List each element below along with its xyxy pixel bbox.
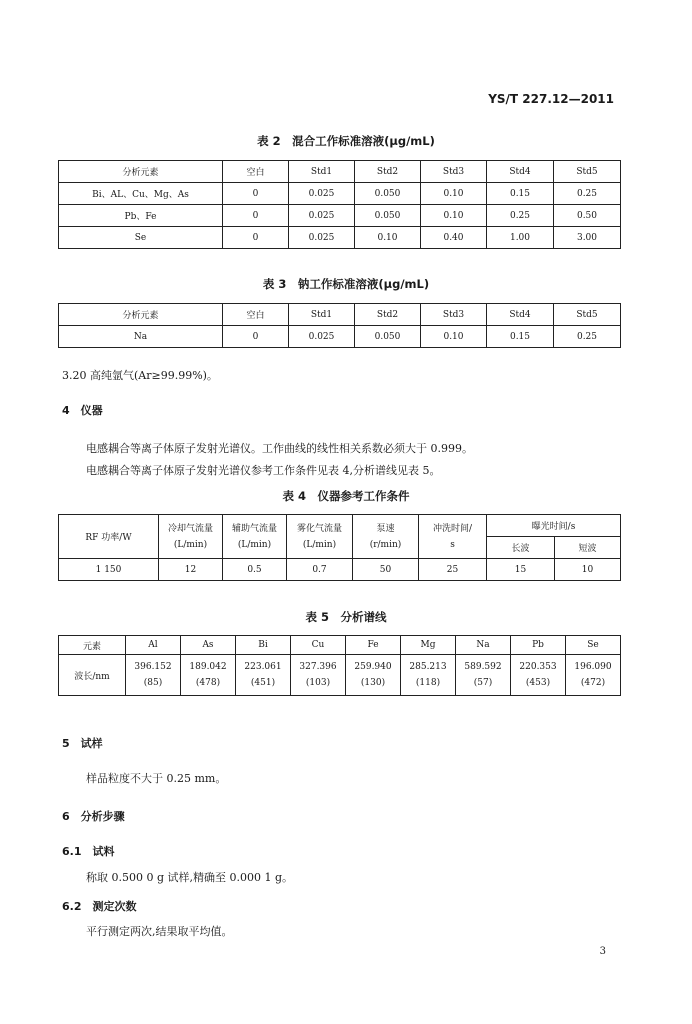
header-cell: Std3 [421,304,487,326]
section-5-paragraph: 样品粒度不大于 0.25 mm。 [86,772,227,785]
table-cell: 396.152 (85) [126,655,181,696]
table-row [59,655,621,696]
section-4-paragraph-2: 电感耦合等离子体原子发射光谱仪参考工作条件见表 4,分析谱线见表 5。 [86,464,441,477]
table4 [58,514,621,581]
table-row [59,326,621,348]
table-header-row [59,304,621,326]
header-cell: Std1 [289,304,355,326]
table5-caption: 表 5 分析谱线 [305,610,387,624]
table5 [58,635,621,696]
header-cell: Std2 [355,161,421,183]
header-cell: 辅助气流量 (L/min) [223,515,287,559]
table-cell: 0.15 [487,326,554,348]
table-cell: 220.353 (453) [511,655,566,696]
table-cell: 589.592 (57) [456,655,511,696]
header-cell: Cu [291,636,346,655]
table-cell: 0.10 [421,326,487,348]
table3-caption: 表 3 钠工作标准溶液(μg/mL) [262,277,430,291]
header-cell: 短波 [555,537,621,559]
header-cell: 分析元素 [59,304,223,326]
table-cell: 12 [159,559,223,581]
header-cell: 分析元素 [59,161,223,183]
table-cell: Bi、AL、Cu、Mg、As [59,183,223,205]
table-cell: 0.10 [355,227,421,249]
header-cell: RF 功率/W [59,515,159,559]
table-header-row [59,515,621,537]
table-cell: 50 [353,559,419,581]
header-cell: Std3 [421,161,487,183]
table-cell: 0.025 [289,183,355,205]
header-cell: 雾化气流量 (L/min) [287,515,353,559]
table-row [59,183,621,205]
header-cell: Fe [346,636,401,655]
table4-caption: 表 4 仪器参考工作条件 [282,489,410,503]
header-cell: 冲洗时间/ s [419,515,487,559]
header-cell: Bi [236,636,291,655]
table-row [59,227,621,249]
header-cell: Mg [401,636,456,655]
table-cell: 0.15 [487,183,554,205]
table-cell: 259.940 (130) [346,655,401,696]
table-cell: 0.50 [554,205,621,227]
table-cell: 0 [223,205,289,227]
header-cell: 曝光时间/s [487,515,621,537]
table-cell: 0.050 [355,326,421,348]
table-cell: 0.025 [289,205,355,227]
standard-code: YS/T 227.12—2011 [488,92,614,106]
table2-caption: 表 2 混合工作标准溶液(μg/mL) [257,134,435,148]
header-cell: Al [126,636,181,655]
table-cell: 0 [223,326,289,348]
header-cell: Std4 [487,161,554,183]
table-cell: 1 150 [59,559,159,581]
table-cell: 0.25 [487,205,554,227]
header-cell: Pb [511,636,566,655]
table-cell: 0.025 [289,326,355,348]
header-cell: Std5 [554,161,621,183]
table-cell: Na [59,326,223,348]
header-cell: Na [456,636,511,655]
table3 [58,303,621,348]
table-cell: 0 [223,227,289,249]
clause-3-20: 3.20 高纯氩气(Ar≥99.99%)。 [62,369,218,382]
header-cell: 元素 [59,636,126,655]
table-cell: 0.40 [421,227,487,249]
table-cell: 15 [487,559,555,581]
table2 [58,160,621,249]
table-cell: 1.00 [487,227,554,249]
section-4-paragraph-1: 电感耦合等离子体原子发射光谱仪。工作曲线的线性相关系数必须大于 0.999。 [86,442,473,455]
header-cell: 空白 [223,161,289,183]
table-cell: 3.00 [554,227,621,249]
table-cell: 0.025 [289,227,355,249]
table-cell: 10 [555,559,621,581]
header-cell: 冷却气流量 (L/min) [159,515,223,559]
header-cell: Std1 [289,161,355,183]
section-6-1-heading: 6.1 试料 [62,845,115,858]
section-6-heading: 6 分析步骤 [62,810,125,823]
header-cell: As [181,636,236,655]
table-row [59,559,621,581]
table-cell: 0.25 [554,183,621,205]
section-6-2-text: 平行测定两次,结果取平均值。 [86,925,233,938]
table-cell: 0.10 [421,205,487,227]
table-cell: 0.25 [554,326,621,348]
table-header-row [59,636,621,655]
header-cell: Se [566,636,621,655]
section-6-1-text: 称取 0.500 0 g 试样,精确至 0.000 1 g。 [86,871,294,884]
table-cell: Se [59,227,223,249]
header-cell: 长波 [487,537,555,559]
page-number: 3 [599,946,606,957]
header-cell: 泵速 (r/min) [353,515,419,559]
table-cell: 0.5 [223,559,287,581]
table-cell: 196.090 (472) [566,655,621,696]
table-cell: 25 [419,559,487,581]
table-cell: 285.213 (118) [401,655,456,696]
header-cell: Std5 [554,304,621,326]
section-5-heading: 5 试样 [62,737,103,750]
table-cell: 327.396 (103) [291,655,346,696]
row-label: 波长/nm [59,655,126,696]
table-header-row [59,161,621,183]
table-cell: 0.050 [355,183,421,205]
header-cell: Std4 [487,304,554,326]
table-cell: 0.050 [355,205,421,227]
table-cell: 223.061 (451) [236,655,291,696]
table-cell: 0.10 [421,183,487,205]
table-cell: Pb、Fe [59,205,223,227]
header-cell: Std2 [355,304,421,326]
section-4-heading: 4 仪器 [62,404,103,417]
table-cell: 0 [223,183,289,205]
section-6-2-heading: 6.2 测定次数 [62,900,137,913]
table-cell: 189.042 (478) [181,655,236,696]
table-cell: 0.7 [287,559,353,581]
header-cell: 空白 [223,304,289,326]
table-row [59,205,621,227]
